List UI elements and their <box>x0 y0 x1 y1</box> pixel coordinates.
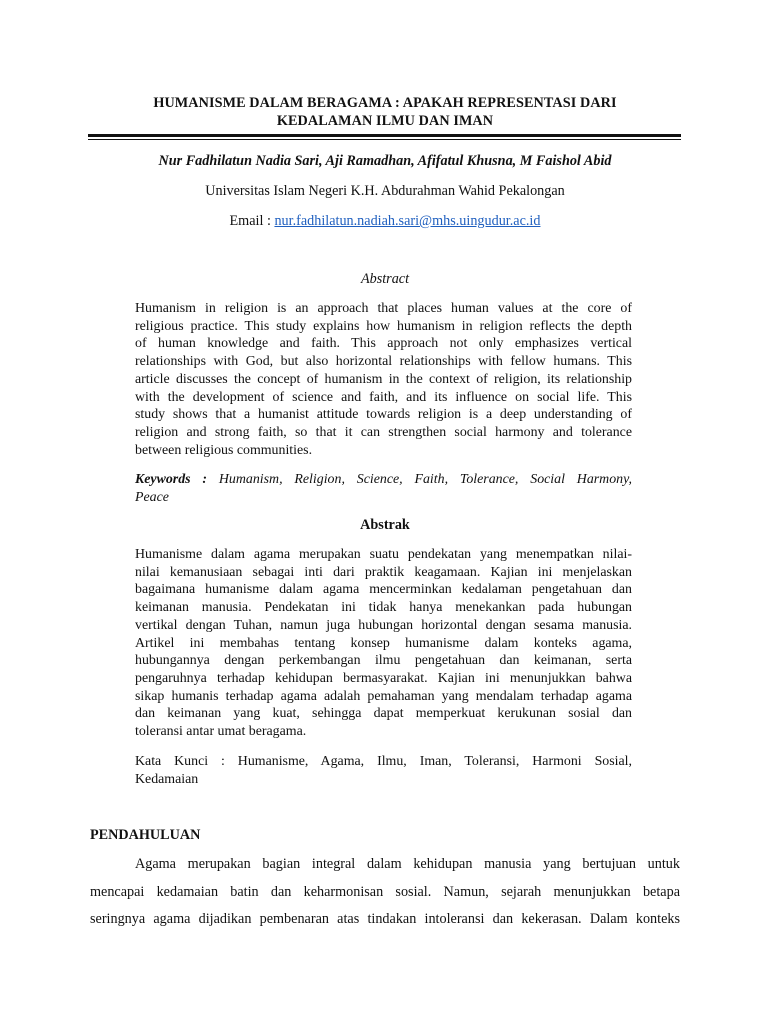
abstrak-line: pengaruhnya terhadap kehidupan bermasyarakat. Kajian ini menunjukkan bahwa <box>135 670 632 686</box>
abstrak-line: sikap humanis terhadap agama adalah pemahaman yang mendalam terhadap agama <box>135 688 632 704</box>
title-line-1: HUMANISME DALAM BERAGAMA : APAKAH REPRESENTASI DARI <box>153 95 617 111</box>
kata-kunci-line-2: Kedamaian <box>135 771 199 787</box>
abstract-line: religion and strong faith, so that it can strengthen social harmony and tolerance <box>135 424 632 440</box>
abstrak-line: hubungannya dengan perkembangan ilmu pengetahuan dan keimanan, serta <box>135 653 632 669</box>
abstrak-line: toleransi antar umat beragama. <box>135 724 307 740</box>
abstrak-body <box>135 546 632 741</box>
introduction-body <box>90 851 680 934</box>
abstract-line: study shows that a humanist attitude towards religion is a deep understanding of <box>135 407 632 423</box>
abstrak-line: Artikel ini membahas tentang konsep humanisme dalam konteks agama, <box>135 635 632 651</box>
abstract-line: of human knowledge and faith. This approach not only emphasizes vertical <box>135 336 632 352</box>
author-list: Nur Fadhilatun Nadia Sari, Aji Ramadhan, Afifatul Khusna, M Faishol Abid <box>158 153 612 169</box>
abstract-heading: Abstract <box>360 271 410 287</box>
kata-kunci <box>135 753 632 788</box>
abstrak-line: keimanan manusia. Pendekatan ini tidak hanya menekankan pada hubungan <box>135 600 632 616</box>
abstrak-heading: Abstrak <box>360 517 410 533</box>
keywords-line-1 <box>135 471 632 489</box>
abstract-line: religious practice. This study explains how humanism in religion reflects the depth <box>135 318 632 334</box>
paper-title <box>90 94 680 130</box>
abstract-body <box>135 300 632 459</box>
abstract-line: with the development of science and faith, and its influence on social life. This <box>135 389 632 405</box>
abstract-line: relationships with God, but also horizontal relationships with fellow humans. This <box>135 354 632 370</box>
affiliation: Universitas Islam Negeri K.H. Abdurahman Wahid Pekalongan <box>205 183 565 199</box>
abstract-line: Humanism in religion is an approach that places human values at the core of <box>135 301 632 316</box>
title-rule-thick <box>88 134 681 137</box>
introduction-line: Agama merupakan bagian integral dalam kehidupan manusia yang bertujuan untuk <box>135 856 680 872</box>
email-label: Email : <box>229 213 275 229</box>
title-line-2: KEDALAMAN ILMU DAN IMAN <box>276 113 494 129</box>
keywords-text: Humanism, Religion, Science, Faith, Tolerance, Social Harmony, <box>207 472 632 487</box>
keywords-line-2: Peace <box>135 489 169 505</box>
title-rule-thin <box>88 139 681 140</box>
email-link[interactable]: nur.fadhilatun.nadiah.sari@mhs.uingudur.ac.id <box>274 213 541 229</box>
kata-kunci-line-1: Kata Kunci : Humanisme, Agama, Ilmu, Iman, Toleransi, Harmoni Sosial, <box>135 754 632 769</box>
section-heading-pendahuluan: PENDAHULUAN <box>90 827 201 843</box>
keywords-label: Keywords : <box>135 472 208 487</box>
abstrak-line: bagaimana humanisme dalam agama mencerminkan kedalaman pengetahuan dan <box>135 582 632 598</box>
abstrak-line: nilai kemanusiaan sebagai inti dari praktik keagamaan. Kajian ini menjelaskan <box>135 564 632 580</box>
abstrak-line: vertikal dengan Tuhan, namun juga hubungan horizontal dengan sesama manusia. <box>135 617 632 633</box>
abstrak-line: dan keimanan yang kuat, sehingga dapat memperkuat kerukunan sosial dan <box>135 706 632 722</box>
introduction-line: seringnya agama dijadikan pembenaran atas tindakan intoleransi dan kekerasan. Dalam konteks <box>90 911 680 927</box>
abstract-line: between religious communities. <box>135 442 313 458</box>
abstract-line: article discusses the concept of humanism in the context of religion, its relationship <box>135 371 632 387</box>
abstrak-line: Humanisme dalam agama merupakan suatu pendekatan yang menempatkan nilai- <box>135 547 632 562</box>
keywords <box>135 471 632 506</box>
email-line <box>90 212 680 230</box>
introduction-line: mencapai kedamaian batin dan keharmonisan sosial. Namun, sejarah menunjukkan betapa <box>90 883 680 900</box>
